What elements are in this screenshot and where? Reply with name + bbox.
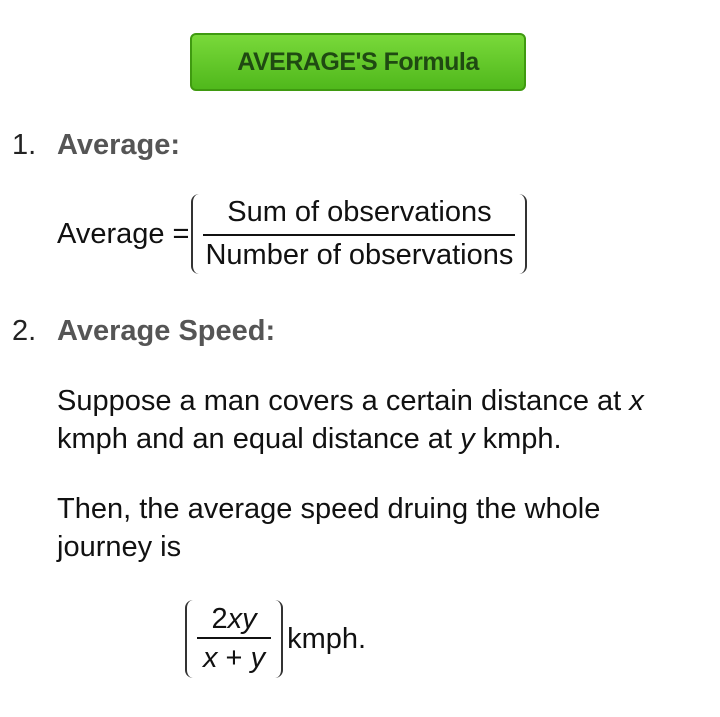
speed-paragraph-1-part1: Suppose a man covers a certain distance at (57, 385, 630, 417)
section-2-heading: Average Speed: (57, 315, 276, 347)
speed-paragraph-2-line2: journey is (57, 531, 182, 563)
section-2-number: 2. (12, 315, 37, 347)
speed-paragraph-1 (57, 382, 717, 458)
left-paren (191, 194, 201, 274)
speed-numerator-coef: 2 (211, 603, 228, 635)
section-1-heading: Average: (57, 129, 181, 161)
speed-paragraph-2 (57, 490, 717, 566)
speed-fraction (195, 601, 273, 677)
right-paren (517, 194, 527, 274)
speed-denominator (197, 639, 271, 677)
speed-denominator-x: x (203, 642, 218, 674)
speed-numerator-vars: xy (227, 603, 257, 635)
var-y: y (460, 423, 475, 455)
speed-denominator-op: + (217, 642, 251, 674)
speed-paragraph-1-part3: kmph. (474, 423, 562, 455)
average-denominator: Number of observations (205, 239, 514, 271)
title-button[interactable] (190, 33, 526, 91)
section-1-number: 1. (12, 129, 37, 161)
average-speed-formula (185, 600, 366, 678)
average-fraction (201, 194, 517, 274)
speed-paragraph-1-part2: kmph and an equal distance at (57, 423, 461, 455)
average-formula (57, 194, 527, 274)
speed-numerator (205, 601, 262, 637)
left-paren (185, 600, 195, 678)
average-numerator: Sum of observations (227, 196, 492, 228)
speed-paragraph-2-line1: Then, the average speed druing the whole (57, 493, 601, 525)
speed-unit: kmph. (287, 622, 367, 655)
average-formula-lhs: Average = (57, 217, 190, 250)
right-paren (273, 600, 283, 678)
title-label: AVERAGE'S Formula (237, 47, 479, 76)
speed-denominator-y: y (250, 642, 266, 674)
var-x: x (629, 385, 644, 417)
